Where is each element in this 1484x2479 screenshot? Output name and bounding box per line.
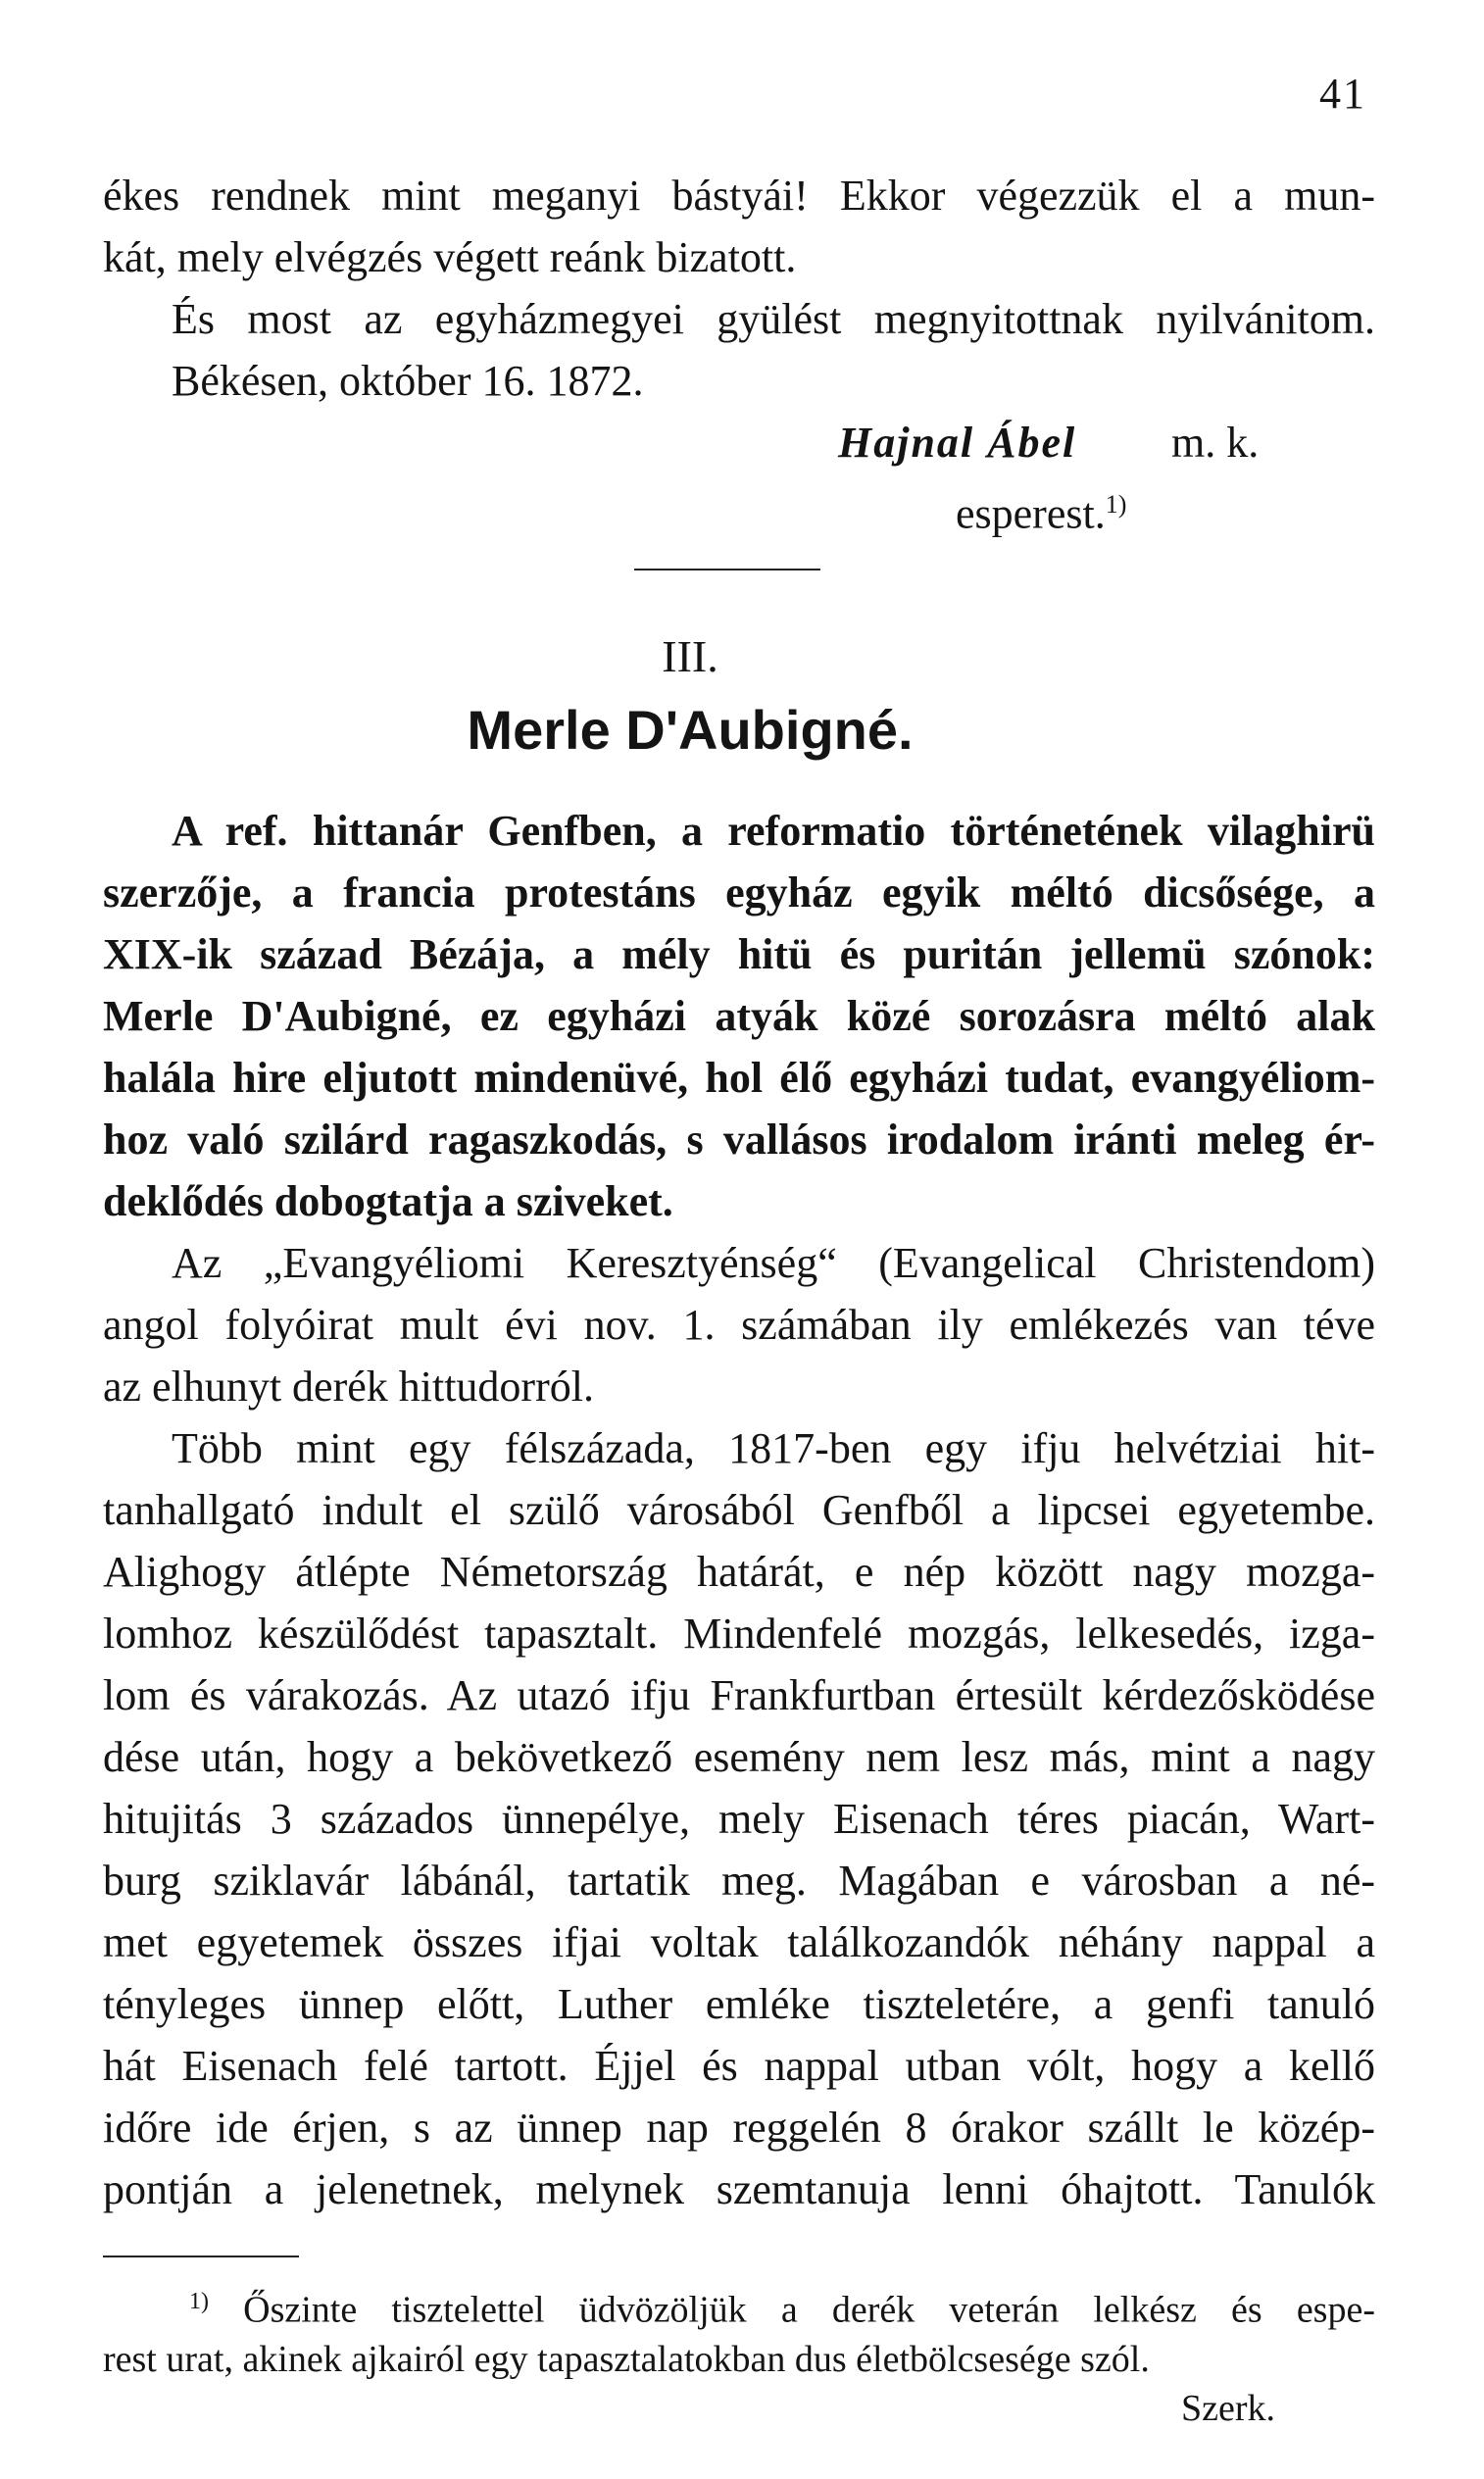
section-title: Merle D'Aubigné. [467, 699, 914, 761]
text-line: Merle D'Aubigné, ez egyházi atyák közé sorozásra méltó alak [103, 992, 1375, 1040]
footnote-reference: 1) [1105, 490, 1127, 519]
text-line: met egyetemek összes ifjai voltak találkozandók néhány nappal a [103, 1918, 1375, 1966]
text-line: pontján a jelenetnek, melynek szemtanuja lenni óhajtott. Tanulók [103, 2165, 1375, 2213]
signature-role-line [103, 473, 1375, 538]
text-line: Az „Evangyéliomi Keresztyénség“ (Evangelical Christendom) [172, 1239, 1375, 1287]
text-line: XIX-ik század Bézája, a mély hitü és puritán jellemü szónok: [103, 930, 1375, 978]
signature-role: esperest.$^{1)}$ [956, 489, 1127, 538]
text-line: az elhunyt derék hittudorról. [103, 1363, 594, 1411]
text-line: És most az egyházmegyei gyülést megnyitottnak nyilvánitom. [172, 295, 1375, 343]
text-line: hitujitás 3 százados ünnepélye, mely Eisenach téres piacán, Wart- [103, 1795, 1375, 1843]
text-line: hoz való szilárd ragaszkodás, s vallásos irodalom iránti meleg ér- [103, 1116, 1375, 1164]
text-line: hát Eisenach felé tartott. Éjjel és nappal utban vólt, hogy a kellő [103, 2042, 1375, 2090]
text-column [103, 165, 1375, 2433]
text-line: Alighogy átlépte Németország határát, e nép között nagy mozga- [103, 1548, 1375, 1596]
text-line: tényleges ünnep előtt, Luther emléke tiszteletére, a genfi tanuló [103, 1980, 1375, 2028]
text-line: deklődés dobogtatja a sziveket. [103, 1177, 673, 1225]
text-line: burg sziklavár lábánál, tartatik meg. Magában e városban a né- [103, 1857, 1375, 1905]
footnote-line: rest urat, akinek ajkairól egy tapasztalatokban dus életbölcsesége szól. [103, 2338, 1150, 2380]
text-line: tanhallgató indult el szülő városából Genfből a lipcsei egyetembe. [103, 1486, 1375, 1534]
text-line: Békésen, október 16. 1872. [172, 357, 644, 405]
footnote-divider [103, 2256, 299, 2257]
text-line: lom és várakozás. Az utazó ifju Frankfurtban értesült kérdezősködése [103, 1671, 1375, 1719]
text-line: Több mint egy félszázada, 1817-ben egy ifju helvétziai hit- [172, 1424, 1375, 1472]
page-number: 41 [1319, 70, 1366, 118]
section-number: III. [662, 631, 718, 681]
signature-line [103, 412, 1375, 473]
text-line: halála hire eljutott mindenüvé, hol élő egyházi tudat, evangyéliom- [103, 1054, 1375, 1102]
text-line: angol folyóirat mult évi nov. 1. számában ily emlékezés van téve [103, 1301, 1375, 1349]
text-line: ékes rendnek mint meganyi bástyái! Ekkor végezzük el a mun- [103, 172, 1375, 220]
text-line: időre ide érjen, s az ünnep nap reggelén 8 órakor szállt le közép- [103, 2104, 1375, 2152]
text-line: kát, mely elvégzés végett reánk bizatott. [103, 233, 797, 281]
footnote-line: $^{1)}$ Őszinte tisztelettel üdvözöljük a derék veterán lelkész és espe- [189, 2289, 1375, 2331]
footnote-mark: 1) [189, 2289, 209, 2314]
text-line: dése után, hogy a bekövetkező esemény nem lesz más, mint a nagy [103, 1733, 1375, 1781]
signature-name: Hajnal Ábel [838, 419, 1077, 467]
text-line: A ref. hittanár Genfben, a reformatio történetének vilaghirü [172, 807, 1375, 855]
text-line: lomhoz készülődést tapasztalt. Mindenfelé mozgás, lelkesedés, izga- [103, 1610, 1375, 1658]
text-line: szerzője, a francia protestáns egyház egyik méltó dicsősége, a [103, 868, 1375, 917]
section-divider [634, 569, 820, 570]
signature-title: m. k. [1171, 419, 1260, 467]
footnote-signature: Szerk. [1181, 2387, 1276, 2429]
